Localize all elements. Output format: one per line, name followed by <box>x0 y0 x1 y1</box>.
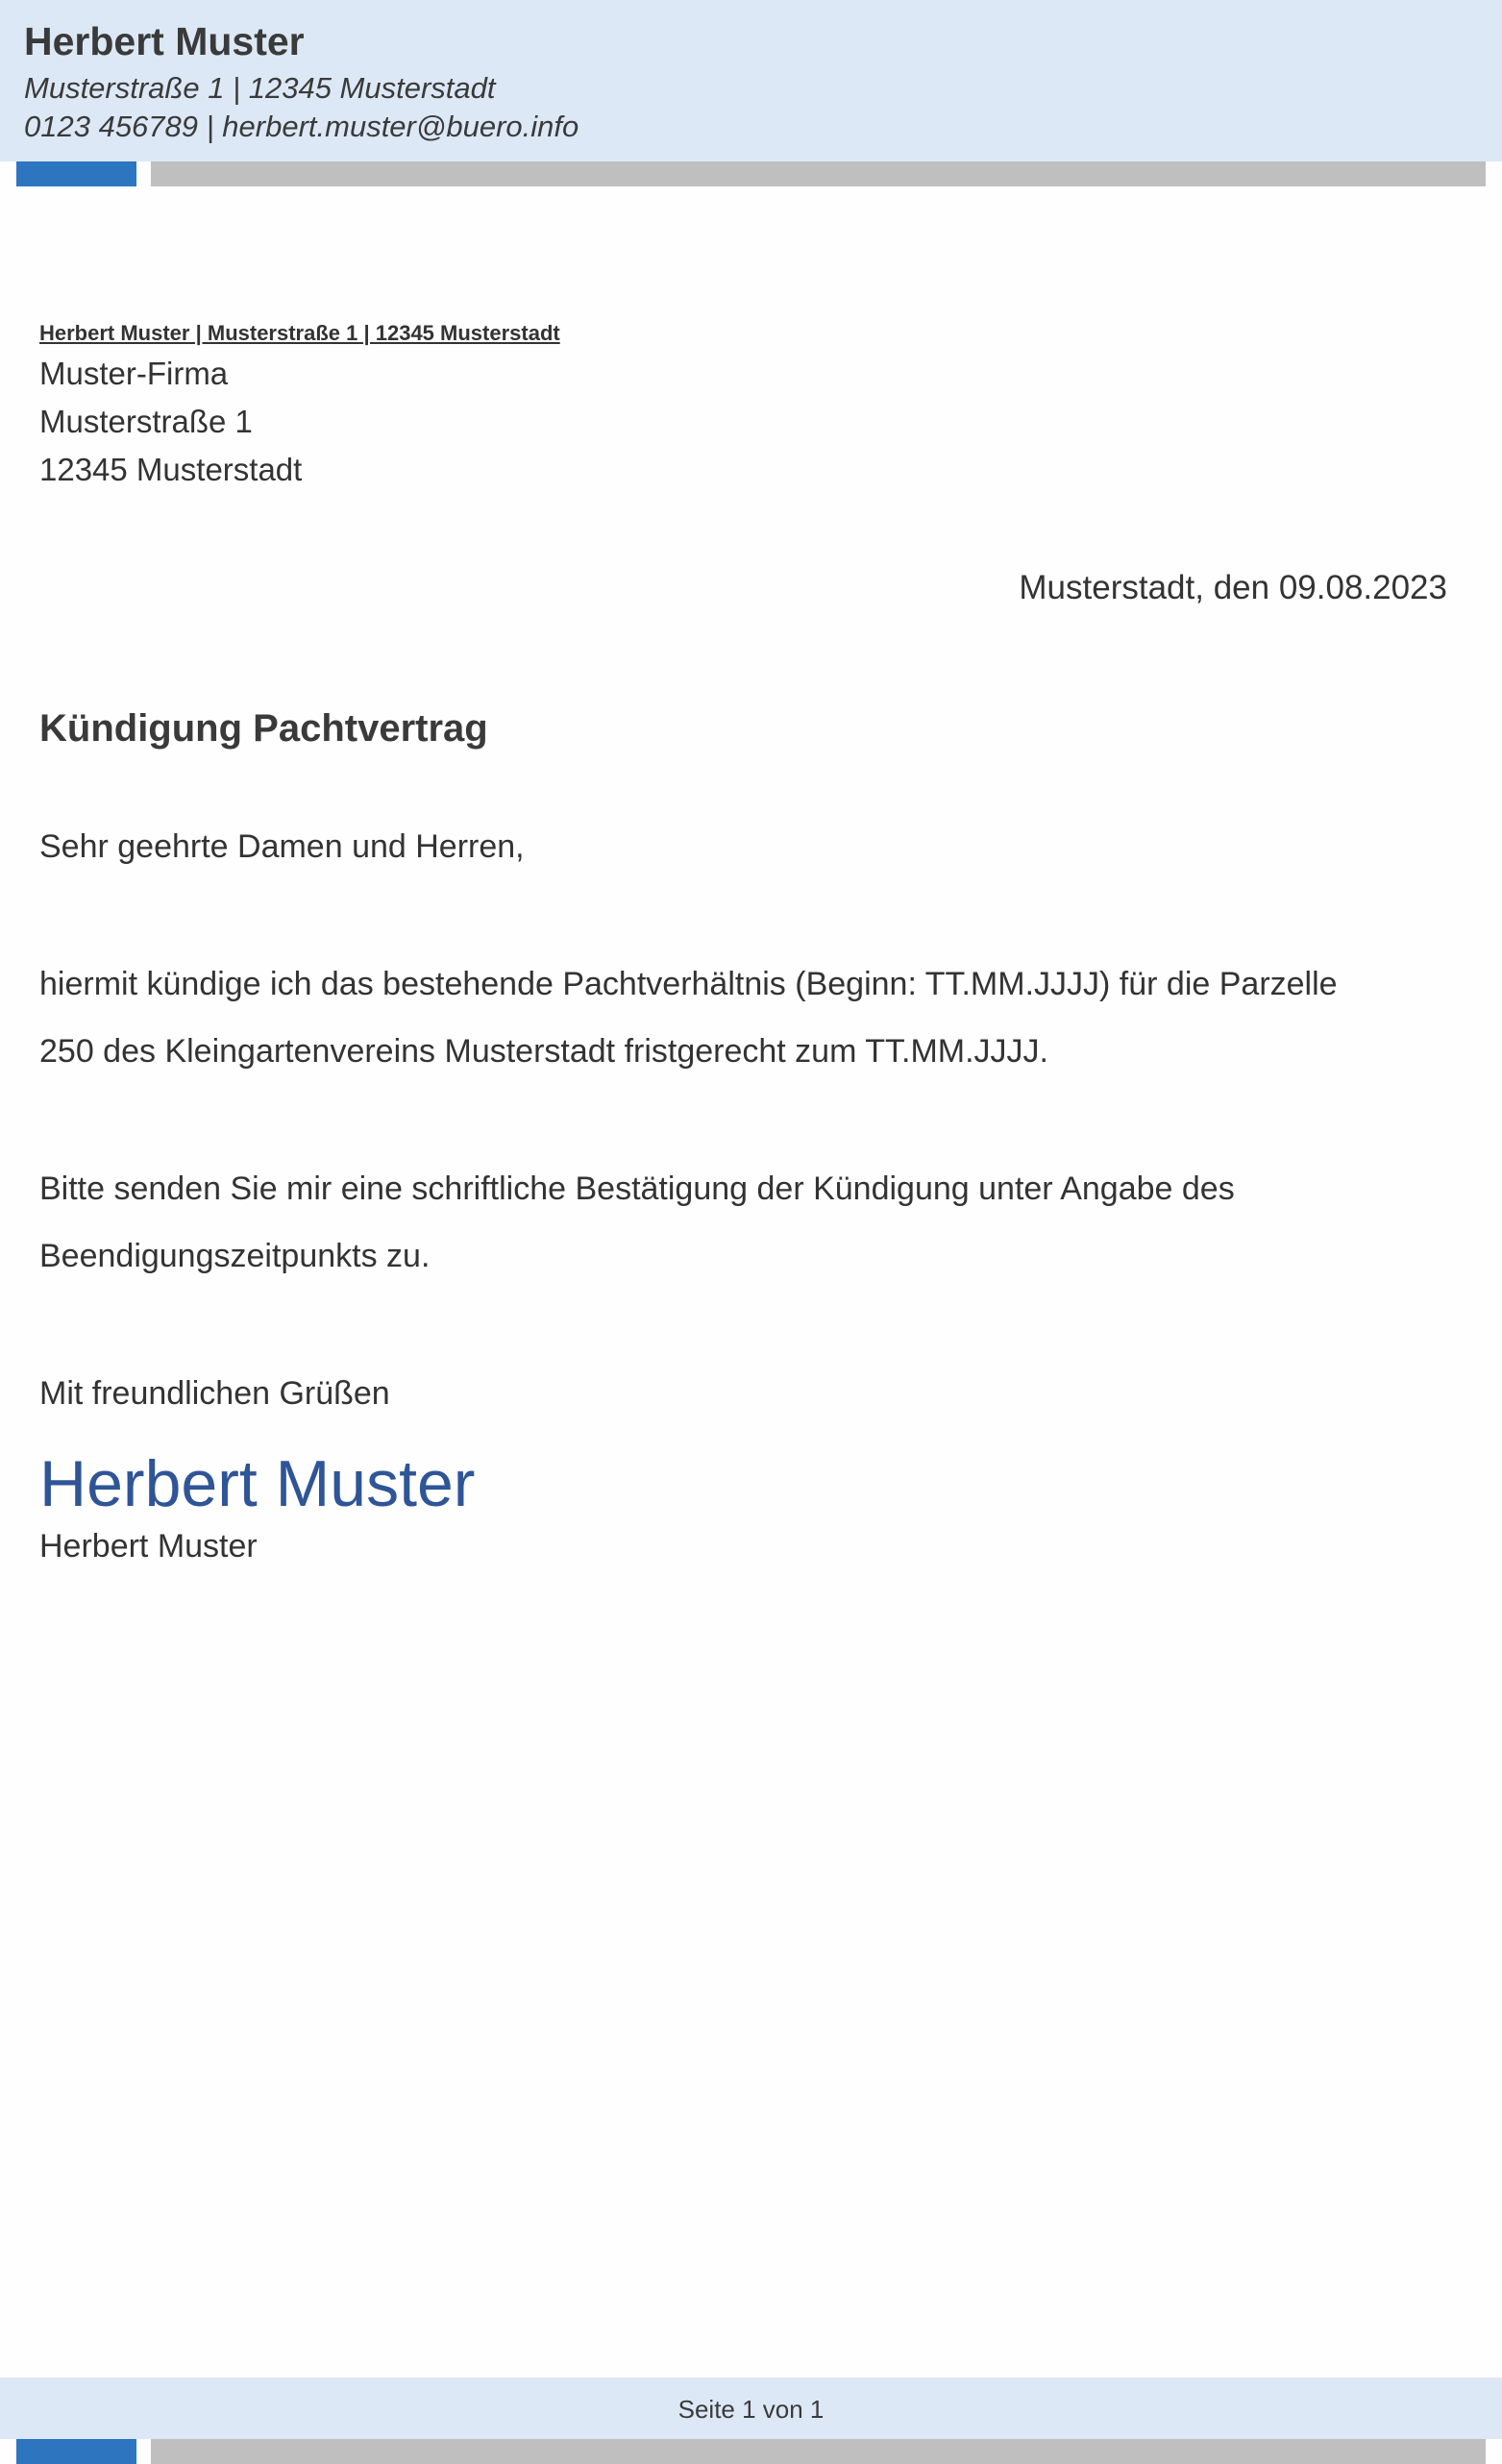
page-number: Seite 1 von 1 <box>677 2395 825 2424</box>
paragraph-2-line-1: Bitte senden Sie mir eine schriftliche Bestätigung der Kündigung unter Angabe des <box>39 1170 1235 1207</box>
footer-accent-gray <box>151 2439 1486 2464</box>
letterhead <box>0 0 1502 161</box>
sender-address: Musterstraße 1 | 12345 Musterstadt <box>24 71 496 105</box>
sender-contact: 0123 456789 | herbert.muster@buero.info <box>24 110 579 143</box>
letter-subject: Kündigung Pachtvertrag <box>39 707 488 750</box>
handwritten-signature: Herbert Muster <box>39 1447 476 1520</box>
paragraph-1-line-1: hiermit kündige ich das bestehende Pachtverhältnis (Beginn: TT.MM.JJJJ) für die Parzelle <box>39 966 1338 1002</box>
letter-date: Musterstadt, den 09.08.2023 <box>1019 569 1447 606</box>
paragraph-1-line-2: 250 des Kleingartenvereins Musterstadt fristgerecht zum TT.MM.JJJJ. <box>39 1033 1048 1070</box>
signature-printed-name: Herbert Muster <box>39 1528 258 1565</box>
paragraph-2-line-2: Beendigungszeitpunkts zu. <box>39 1238 431 1274</box>
footer-accent-blue <box>16 2439 136 2464</box>
closing: Mit freundlichen Grüßen <box>39 1375 390 1412</box>
salutation: Sehr geehrte Damen und Herren, <box>39 828 525 865</box>
page-footer <box>0 2378 1502 2439</box>
header-accent-blue <box>16 161 136 186</box>
header-accent-gray <box>151 161 1486 186</box>
recipient-company: Muster-Firma <box>39 356 229 391</box>
return-address: Herbert Muster | Musterstraße 1 | 12345 Musterstadt <box>39 321 560 345</box>
recipient-street: Musterstraße 1 <box>39 404 253 439</box>
recipient-city: 12345 Musterstadt <box>39 452 303 487</box>
sender-name: Herbert Muster <box>24 19 305 63</box>
